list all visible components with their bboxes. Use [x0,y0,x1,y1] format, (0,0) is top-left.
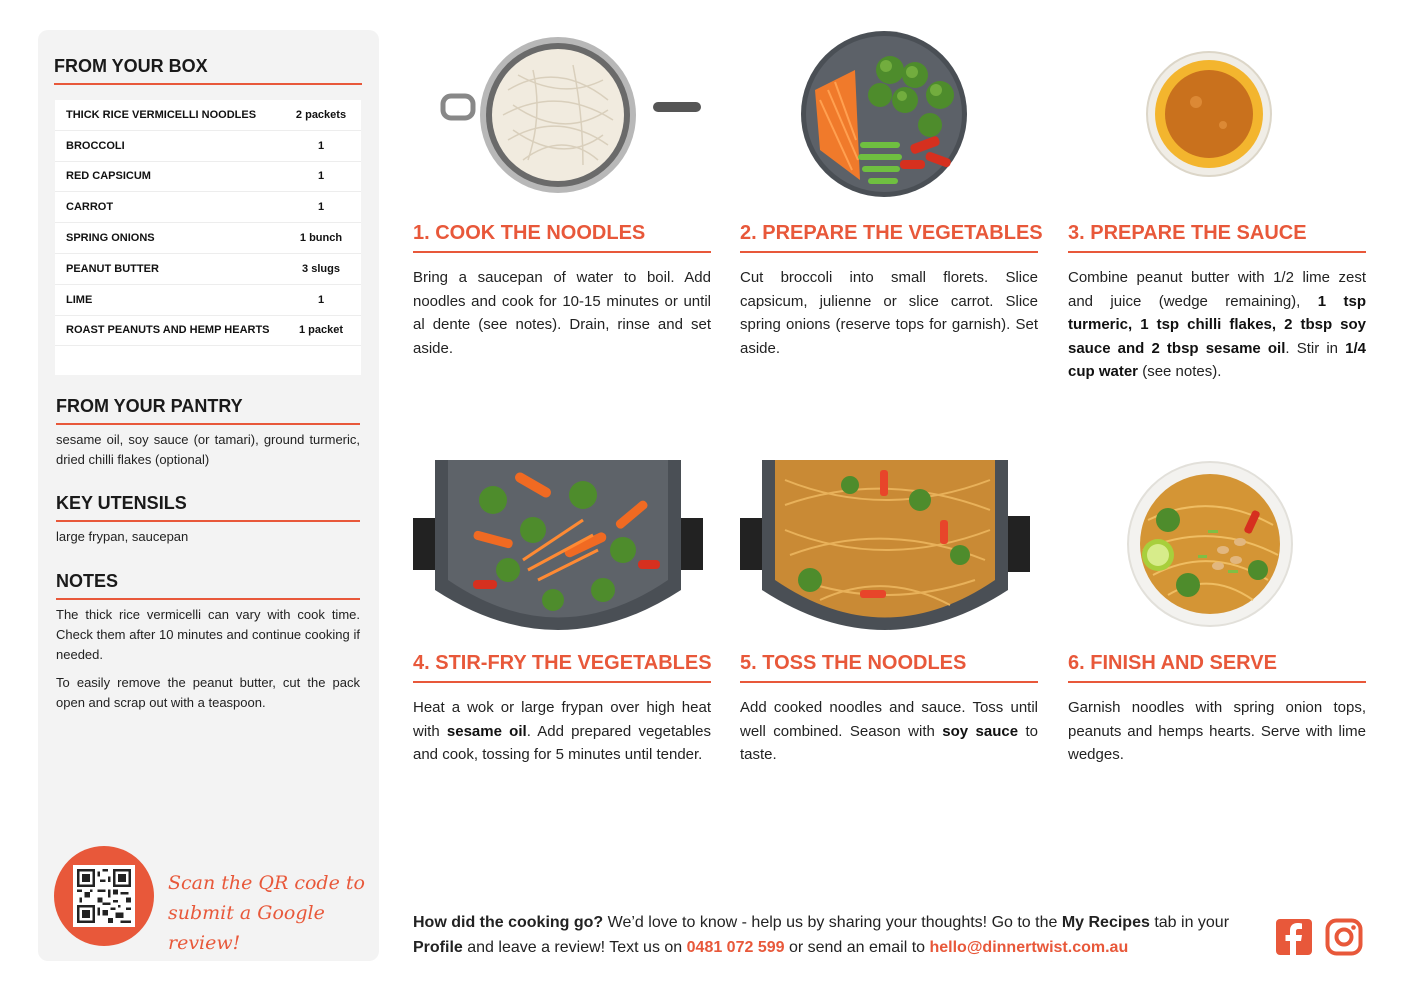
text-segment: Cut broccoli into small florets. Slice capsicum, julienne or slice carrot. Slice spring onions (reserve tops for garnish). Set aside. [740,269,1038,357]
step-instructions [413,696,711,767]
noodles-in-wok-image [740,460,1038,630]
ingredients-table [55,100,361,375]
vegetables-in-wok-image [413,460,711,630]
text-segment: How did the cooking go? [413,914,604,931]
qr-caption-line: submit a Google review! [168,902,325,954]
note-paragraph: The thick rice vermicelli can vary with cook time. Check them after 10 minutes and continue cooking if needed. [56,607,360,662]
text-segment: We’d love to know - help us by sharing your thoughts! Go to the [603,914,1062,931]
contact-link[interactable]: hello@dinnertwist.com.au [929,939,1129,956]
noodles-in-saucepan-image [413,30,711,200]
text-segment: Combine peanut butter with 1/2 lime zest and juice (wedge remaining), [1068,269,1366,310]
served-noodle-bowl-image [1068,460,1366,630]
pantry-text: sesame oil, soy sauce (or tamari), ground turmeric, dried chilli flakes (optional) [56,432,360,467]
qr-code-badge[interactable] [54,846,154,946]
text-segment: My Recipes [1061,914,1150,931]
note-paragraph: To easily remove the peanut butter, cut the pack open and scrap out with a teaspoon. [56,675,360,710]
qr-caption [168,868,368,958]
text-segment: Add cooked noodles and sauce. Toss until well combined. Season with [740,699,1038,740]
text-segment: or send an email to [784,939,930,956]
text-segment: 1/4 cup water [1068,339,1366,380]
ingredient-name: SPRING ONIONS [66,232,155,245]
chopped-vegetables-bowl-image [740,30,1038,200]
ingredient-quantity: 1 bunch [299,232,343,245]
ingredients-sidebar [38,30,379,961]
ingredient-row [55,192,361,223]
qr-code-icon [73,865,135,927]
notes-text [56,605,360,713]
peanut-sauce-bowl-image [1068,30,1366,200]
ingredient-row [55,254,361,285]
feedback-footer [413,910,1263,960]
ingredient-name: CARROT [66,201,114,214]
step-title: 5. TOSS THE NOODLES [740,652,1038,683]
text-segment: . Stir in [1285,339,1346,357]
ingredient-name: ROAST PEANUTS AND HEMP HEARTS [66,324,270,337]
instagram-icon[interactable] [1325,918,1363,956]
ingredient-quantity: 1 packet [298,324,344,337]
ingredient-quantity: 1 [317,293,325,306]
ingredient-name: LIME [66,293,93,306]
ingredient-row [55,285,361,316]
ingredient-quantity: 1 [317,201,325,214]
text-segment: 1 tsp turmeric, 1 tsp chilli flakes, 2 tbsp soy sauce and 2 tbsp sesame oil [1068,292,1367,357]
step-instructions [1068,266,1366,384]
utensils-text: large frypan, saucepan [56,529,189,544]
ingredient-row [55,223,361,254]
step-title: 3. PREPARE THE SAUCE [1068,222,1366,253]
ingredient-quantity: 3 slugs [302,262,340,275]
text-segment: sesame oil [446,722,527,740]
ingredient-name: BROCCOLI [66,139,125,152]
text-segment: Heat a wok or large frypan over high heat with [413,699,711,740]
step-title: 4. STIR-FRY THE VEGETABLES [413,652,711,683]
ingredient-row [55,131,361,162]
notes-heading: NOTES [56,571,360,600]
ingredient-name: RED CAPSICUM [66,170,151,183]
step-instructions [740,266,1038,360]
ingredient-quantity: 1 [317,170,325,183]
step-title: 1. COOK THE NOODLES [413,222,711,253]
ingredient-name: PEANUT BUTTER [66,262,159,275]
step-instructions [1068,696,1366,767]
from-your-pantry-heading: FROM YOUR PANTRY [56,396,360,425]
text-segment: soy sauce [942,722,1019,740]
text-segment: . Add prepared vegetables and cook, tossing for 5 minutes until tender. [413,722,711,763]
text-segment: Profile [413,939,463,956]
step-instructions [413,266,711,360]
from-your-box-heading: FROM YOUR BOX [54,56,362,85]
step-title: 6. FINISH AND SERVE [1068,652,1366,683]
facebook-icon[interactable] [1275,918,1313,956]
text-segment: Garnish noodles with spring onion tops, peanuts and hemps hearts. Serve with lime wedges. [1068,699,1366,763]
text-segment: Bring a saucepan of water to boil. Add noodles and cook for 10-15 minutes or until al dente (see notes). Drain, rinse and set aside. [413,269,711,357]
contact-link[interactable]: 0481 072 599 [686,939,785,956]
ingredient-row [55,316,361,347]
ingredient-row [55,162,361,193]
key-utensils-heading: KEY UTENSILS [56,493,360,522]
qr-caption-line: Scan the QR code to [168,872,365,894]
text-segment: to taste. [740,722,1038,763]
step-instructions [740,696,1038,767]
ingredient-quantity: 1 [317,139,325,152]
text-segment: (see notes). [1138,363,1222,380]
text-segment: tab in your [1149,914,1230,931]
ingredient-row [55,100,361,131]
ingredient-name: THICK RICE VERMICELLI NOODLES [66,108,257,121]
text-segment: and leave a review! Text us on [462,939,687,956]
ingredient-quantity: 2 packets [295,108,347,121]
step-title: 2. PREPARE THE VEGETABLES [740,222,1038,253]
